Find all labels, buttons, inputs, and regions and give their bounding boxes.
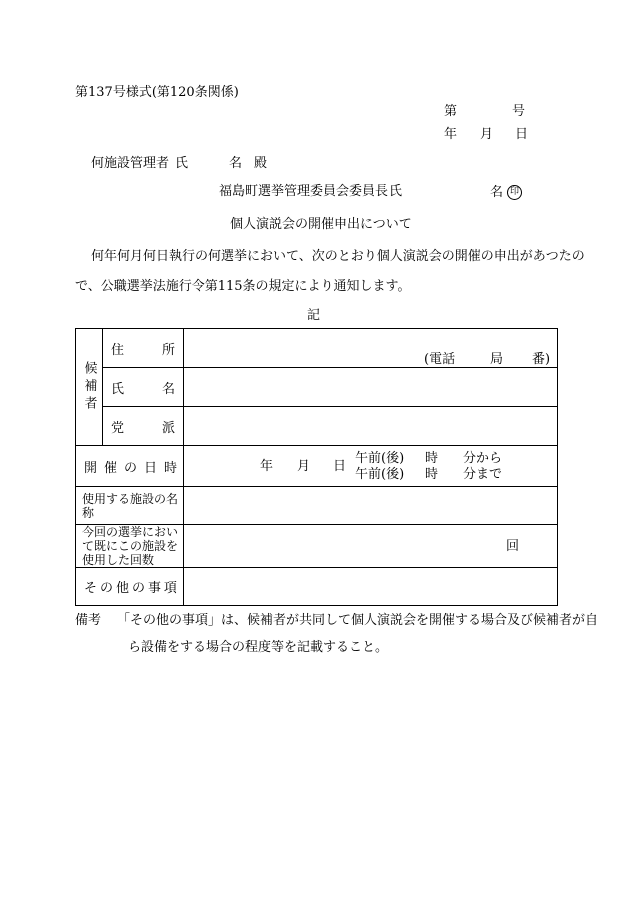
other-label-c2: の (99, 581, 113, 596)
dt-min-from: 分から (463, 451, 503, 466)
name-label-c2: 名 (161, 381, 175, 397)
sender-title: 福島町選挙管理委員会委員長 (219, 184, 389, 199)
subject-title: 個人演説会の開催申出について (230, 217, 412, 232)
dt-hour-to: 時 (425, 467, 439, 482)
dt-ampm-from: 午前(後) (355, 451, 405, 466)
phone-open: (電話 (424, 352, 456, 367)
date-time-label (76, 446, 184, 487)
dt-year: 年 (260, 459, 274, 474)
other-label-c3: 他 (115, 581, 129, 596)
addressee-title: 何施設管理者 (91, 156, 170, 171)
address-label-c2: 所 (161, 342, 175, 358)
address-label-c1: 住 (111, 342, 125, 358)
other-label (76, 568, 184, 606)
doc-number-suffix: 号 (512, 104, 526, 119)
other-label-c4: の (131, 581, 145, 596)
dt-ampm-to: 午前(後) (355, 467, 405, 482)
form-number: 第137号様式(第120条関係) (75, 85, 239, 100)
name-field[interactable] (184, 368, 558, 407)
facility-field[interactable] (184, 487, 558, 525)
candidate-group-label (76, 329, 103, 446)
addressee-mei: 名 (229, 156, 243, 171)
usage-count-field[interactable] (184, 525, 558, 568)
dt-label-c1: 開 (84, 460, 98, 476)
party-field[interactable] (184, 407, 558, 446)
seal-icon: 印 (507, 185, 522, 200)
usage-count-unit: 回 (506, 539, 520, 554)
party-label-c1: 党 (111, 420, 125, 436)
addressee-shi: 氏 (175, 156, 189, 171)
remarks-line-2: ら設備をする場合の程度等を記載すること。 (128, 640, 389, 655)
doc-number-prefix: 第 (444, 104, 458, 119)
dt-hour-from: 時 (425, 451, 439, 466)
body-line-1: 何年何月何日執行の何選挙において、次のとおり個人演説会の開催の申出があつたの (91, 249, 585, 264)
name-label-c1: 氏 (111, 381, 125, 397)
sender-mei-text: 名 (490, 185, 504, 200)
dt-label-c3: の (123, 460, 137, 476)
dt-min-to: 分まで (463, 467, 503, 482)
facility-label-text: 使用する施設の名称 (82, 491, 179, 520)
party-label-c2: 派 (161, 420, 175, 436)
body-line-2: で、公職選挙法施行令第115条の規定により通知します。 (75, 279, 411, 294)
address-field[interactable] (184, 329, 558, 368)
phone-ban: 番) (532, 352, 551, 367)
usage-count-label (76, 525, 184, 568)
other-label-c5: 事 (147, 581, 161, 596)
candidate-group-text: 候補者 (81, 360, 97, 414)
ki-heading: 記 (307, 308, 321, 323)
other-field[interactable] (184, 568, 558, 606)
addressee-dono: 殿 (254, 156, 268, 171)
name-label (103, 368, 184, 407)
dt-label-c2: 催 (103, 460, 117, 476)
address-label (103, 329, 184, 368)
date-time-field[interactable] (184, 446, 558, 487)
dt-day: 日 (333, 459, 347, 474)
facility-label (76, 487, 184, 525)
date-day: 日 (515, 127, 529, 142)
remarks-label: 備考 (75, 613, 102, 628)
sender-mei (490, 185, 522, 200)
remarks-line-1: 「その他の事項」は、候補者が共同して個人演説会を開催する場合及び候補者が自 (117, 613, 599, 628)
dt-label-c5: 時 (163, 460, 177, 476)
usage-count-label-text: 今回の選挙において既にこの施設を使用した回数 (82, 525, 179, 567)
phone-kyoku: 局 (490, 352, 504, 367)
date-year: 年 (444, 127, 458, 142)
sender-shi: 氏 (389, 184, 403, 199)
dt-label-c4: 日 (143, 460, 157, 476)
other-label-c6: 項 (163, 581, 177, 596)
party-label (103, 407, 184, 446)
dt-month: 月 (297, 459, 311, 474)
other-label-c1: そ (84, 581, 98, 596)
date-month: 月 (480, 127, 494, 142)
notification-form-table (75, 328, 558, 606)
